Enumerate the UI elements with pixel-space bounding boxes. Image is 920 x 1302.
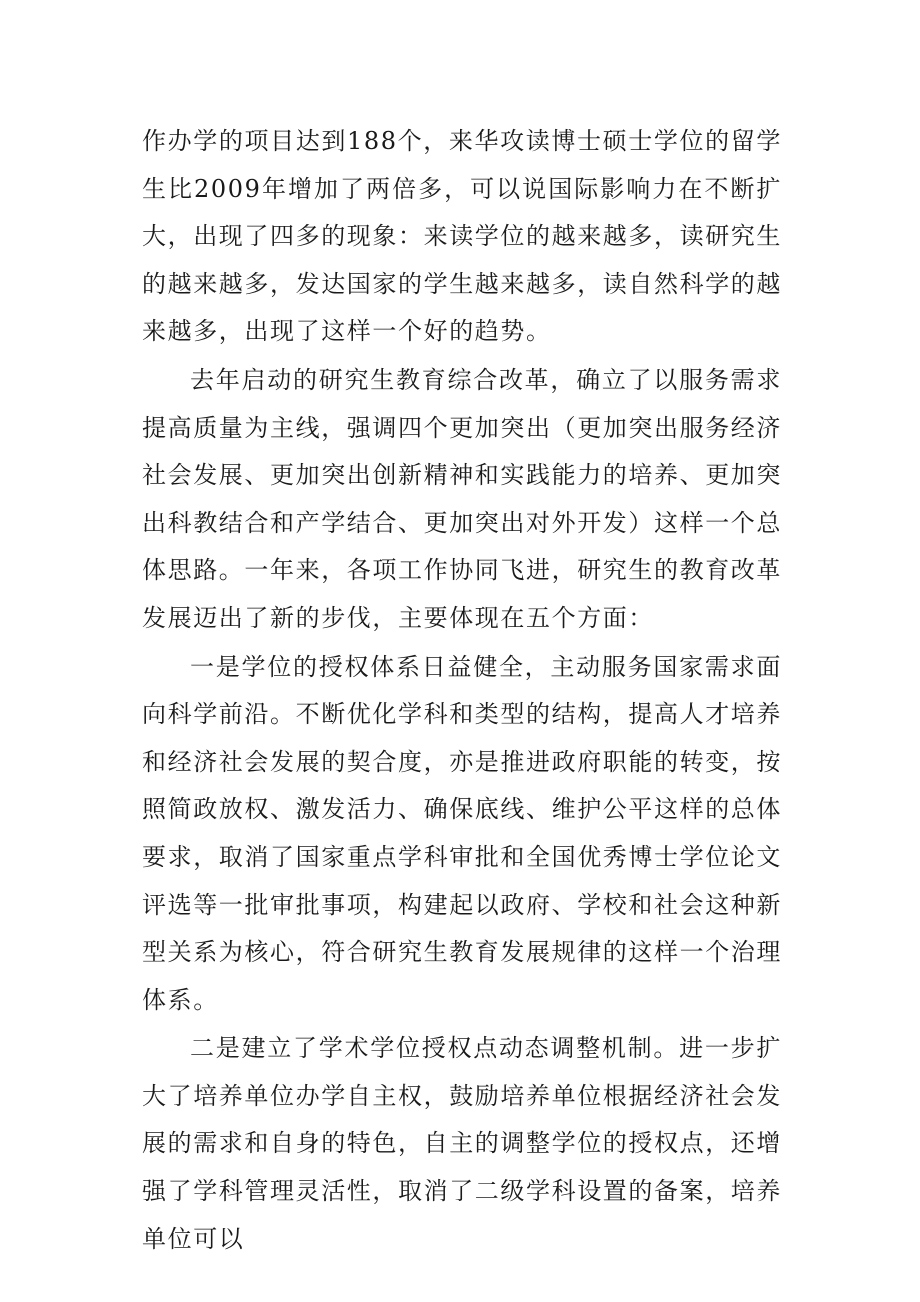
paragraph-2: 去年启动的研究生教育综合改革，确立了以服务需求提高质量为主线，强调四个更加突出（更加突出服务经济社会发展、更加突出创新精神和实践能力的培养、更加突出科教结合和产学结合、更加突出对外开发）这样一个总体思路。一年来，各项工作协同飞进，研究生的教育改革发展迈出了新的步伐，主要体现在五个方面： <box>142 365 782 632</box>
paragraph-1: 作办学的项目达到188个，来华攻读博士硕士学位的留学生比2009年增加了两倍多，可以说国际影响力在不断扩大，出现了四多的现象：来读学位的越来越多，读研究生的越来越多，发达国家的学生越来越多，读自然科学的越来越多，出现了这样一个好的趋势。 <box>142 127 782 346</box>
paragraph-3: 一是学位的授权体系日益健全，主动服务国家需求面向科学前沿。不断优化学科和类型的结构，提高人才培养和经济社会发展的契合度，亦是推进政府职能的转变，按照简政放权、激发活力、确保底线、维护公平这样的总体要求，取消了国家重点学科审批和全国优秀博士学位论文评选等一批审批事项，构建起以政府、学校和社会这种新型关系为核心，符合研究生教育发展规律的这样一个治理体系。 <box>142 652 782 1014</box>
document-body <box>142 118 782 1264</box>
paragraph-4: 二是建立了学术学位授权点动态调整机制。进一步扩大了培养单位办学自主权，鼓励培养单位根据经济社会发展的需求和自身的特色，自主的调整学位的授权点，还增强了学科管理灵活性，取消了二级学科设置的备案，培养单位可以 <box>142 1034 782 1253</box>
